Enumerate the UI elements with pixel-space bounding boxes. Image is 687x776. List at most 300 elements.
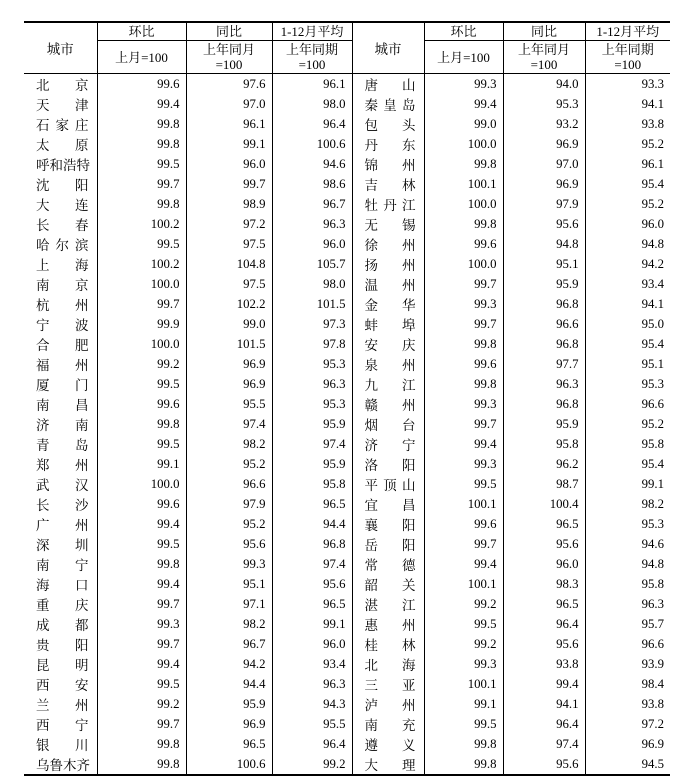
value-cell: 99.8 <box>97 194 186 214</box>
header-avg-base-line2: =100 <box>614 57 642 72</box>
city-cell: 南充 <box>352 714 424 734</box>
table-row <box>24 454 670 474</box>
value-cell: 99.8 <box>424 754 503 775</box>
value-cell: 94.2 <box>585 254 670 274</box>
city-cell: 大理 <box>352 754 424 775</box>
value-cell: 96.5 <box>503 514 585 534</box>
city-cell: 郑州 <box>36 458 89 473</box>
city-price-index-table <box>24 21 670 776</box>
value-cell: 97.0 <box>186 94 272 114</box>
value-cell: 99.3 <box>424 74 503 95</box>
value-cell: 100.4 <box>503 494 585 514</box>
value-cell: 96.6 <box>585 394 670 414</box>
value-cell: 96.4 <box>272 734 352 754</box>
value-cell: 97.0 <box>503 154 585 174</box>
value-cell: 99.7 <box>424 274 503 294</box>
city-cell: 济南 <box>36 418 89 433</box>
value-cell: 98.6 <box>272 174 352 194</box>
value-cell: 94.2 <box>186 654 272 674</box>
value-cell: 95.4 <box>585 174 670 194</box>
city-cell: 沈阳 <box>36 178 89 193</box>
value-cell: 99.8 <box>97 754 186 775</box>
value-cell: 99.6 <box>424 354 503 374</box>
value-cell: 97.8 <box>272 334 352 354</box>
value-cell: 99.5 <box>97 434 186 454</box>
city-cell: 上海 <box>36 258 89 273</box>
header-mom-base-right: 上月=100 <box>424 41 503 74</box>
value-cell: 99.3 <box>97 614 186 634</box>
value-cell: 94.3 <box>272 694 352 714</box>
value-cell: 96.3 <box>503 374 585 394</box>
city-cell: 石家庄 <box>36 118 89 133</box>
value-cell: 93.3 <box>585 74 670 95</box>
value-cell: 95.3 <box>503 94 585 114</box>
value-cell: 93.4 <box>585 274 670 294</box>
value-cell: 99.2 <box>272 754 352 775</box>
table-row <box>24 594 670 614</box>
table-row <box>24 274 670 294</box>
table-row <box>24 554 670 574</box>
table-row <box>24 694 670 714</box>
city-cell: 银川 <box>36 738 89 753</box>
table-row <box>24 94 670 114</box>
table-row <box>24 414 670 434</box>
table-row <box>24 294 670 314</box>
value-cell: 99.8 <box>424 154 503 174</box>
value-cell: 96.8 <box>503 334 585 354</box>
value-cell: 96.1 <box>186 114 272 134</box>
value-cell: 99.6 <box>97 74 186 95</box>
city-cell: 常德 <box>352 554 424 574</box>
value-cell: 96.4 <box>272 114 352 134</box>
value-cell: 104.8 <box>186 254 272 274</box>
value-cell: 94.8 <box>585 554 670 574</box>
value-cell: 96.2 <box>503 454 585 474</box>
value-cell: 99.7 <box>97 634 186 654</box>
value-cell: 99.5 <box>97 374 186 394</box>
value-cell: 95.6 <box>186 534 272 554</box>
header-mom-right: 环比 <box>424 22 503 41</box>
value-cell: 94.1 <box>503 694 585 714</box>
city-cell: 南京 <box>36 278 89 293</box>
city-cell: 广州 <box>36 518 89 533</box>
city-cell: 泉州 <box>352 354 424 374</box>
city-cell: 乌鲁木齐 <box>36 758 90 773</box>
value-cell: 96.9 <box>503 174 585 194</box>
table-row <box>24 394 670 414</box>
value-cell: 95.3 <box>585 374 670 394</box>
value-cell: 99.6 <box>97 394 186 414</box>
city-cell: 锦州 <box>352 154 424 174</box>
value-cell: 96.7 <box>272 194 352 214</box>
value-cell: 99.1 <box>97 454 186 474</box>
header-mom-base-left: 上月=100 <box>97 41 186 74</box>
table-row <box>24 474 670 494</box>
city-cell: 遵义 <box>352 734 424 754</box>
value-cell: 100.0 <box>424 134 503 154</box>
value-cell: 99.7 <box>97 174 186 194</box>
value-cell: 99.8 <box>97 134 186 154</box>
table-row <box>24 614 670 634</box>
value-cell: 95.9 <box>503 274 585 294</box>
value-cell: 101.5 <box>272 294 352 314</box>
value-cell: 99.4 <box>97 514 186 534</box>
table-row <box>24 434 670 454</box>
value-cell: 99.7 <box>97 294 186 314</box>
value-cell: 97.4 <box>503 734 585 754</box>
city-cell: 唐山 <box>352 74 424 95</box>
value-cell: 100.0 <box>424 194 503 214</box>
value-cell: 96.4 <box>503 714 585 734</box>
city-cell: 平顶山 <box>352 474 424 494</box>
value-cell: 99.5 <box>424 614 503 634</box>
table-row <box>24 374 670 394</box>
table-row <box>24 714 670 734</box>
city-cell: 成都 <box>36 618 89 633</box>
value-cell: 99.3 <box>424 654 503 674</box>
value-cell: 98.0 <box>272 94 352 114</box>
city-cell: 北海 <box>352 654 424 674</box>
value-cell: 95.2 <box>585 134 670 154</box>
city-cell: 青岛 <box>36 438 89 453</box>
value-cell: 99.2 <box>424 594 503 614</box>
value-cell: 99.9 <box>97 314 186 334</box>
table-row <box>24 174 670 194</box>
value-cell: 99.8 <box>97 114 186 134</box>
value-cell: 95.2 <box>186 454 272 474</box>
city-cell: 大连 <box>36 198 89 213</box>
value-cell: 97.1 <box>186 594 272 614</box>
value-cell: 99.5 <box>97 154 186 174</box>
value-cell: 99.3 <box>186 554 272 574</box>
value-cell: 95.6 <box>272 574 352 594</box>
value-cell: 99.5 <box>424 714 503 734</box>
city-cell: 襄阳 <box>352 514 424 534</box>
value-cell: 99.8 <box>424 334 503 354</box>
value-cell: 96.7 <box>186 634 272 654</box>
value-cell: 95.2 <box>585 414 670 434</box>
value-cell: 99.7 <box>97 594 186 614</box>
table-row <box>24 634 670 654</box>
value-cell: 96.5 <box>186 734 272 754</box>
value-cell: 96.3 <box>585 594 670 614</box>
city-cell: 南昌 <box>36 398 89 413</box>
value-cell: 96.5 <box>272 594 352 614</box>
city-cell: 宜昌 <box>352 494 424 514</box>
city-cell: 海口 <box>36 578 89 593</box>
value-cell: 100.1 <box>424 574 503 594</box>
table-row <box>24 254 670 274</box>
value-cell: 95.6 <box>503 634 585 654</box>
value-cell: 100.1 <box>424 674 503 694</box>
value-cell: 95.6 <box>503 214 585 234</box>
value-cell: 99.0 <box>424 114 503 134</box>
table-row <box>24 654 670 674</box>
value-cell: 99.8 <box>424 734 503 754</box>
table-row <box>24 134 670 154</box>
table-row <box>24 314 670 334</box>
city-cell: 济宁 <box>352 434 424 454</box>
table-row <box>24 494 670 514</box>
table-row <box>24 354 670 374</box>
value-cell: 95.3 <box>272 394 352 414</box>
value-cell: 95.5 <box>186 394 272 414</box>
value-cell: 96.9 <box>186 354 272 374</box>
value-cell: 96.3 <box>272 674 352 694</box>
city-cell: 吉林 <box>352 174 424 194</box>
city-cell: 韶关 <box>352 574 424 594</box>
value-cell: 100.2 <box>97 214 186 234</box>
value-cell: 100.1 <box>424 494 503 514</box>
city-cell: 牡丹江 <box>352 194 424 214</box>
header-avg-base-left <box>272 41 352 74</box>
value-cell: 98.2 <box>186 434 272 454</box>
value-cell: 99.7 <box>186 174 272 194</box>
city-cell: 天津 <box>36 98 89 113</box>
value-cell: 96.8 <box>272 534 352 554</box>
value-cell: 99.2 <box>424 634 503 654</box>
table-row <box>24 214 670 234</box>
value-cell: 95.7 <box>585 614 670 634</box>
value-cell: 99.8 <box>97 554 186 574</box>
table-row <box>24 194 670 214</box>
value-cell: 105.7 <box>272 254 352 274</box>
value-cell: 97.3 <box>272 314 352 334</box>
city-cell: 秦皇岛 <box>352 94 424 114</box>
table-header <box>24 22 670 74</box>
city-cell: 泸州 <box>352 694 424 714</box>
value-cell: 97.4 <box>186 414 272 434</box>
value-cell: 95.8 <box>272 474 352 494</box>
value-cell: 96.0 <box>272 234 352 254</box>
header-avg-base-line2: =100 <box>298 57 326 72</box>
value-cell: 99.1 <box>272 614 352 634</box>
table-row <box>24 534 670 554</box>
value-cell: 99.4 <box>424 554 503 574</box>
city-cell: 九江 <box>352 374 424 394</box>
value-cell: 95.9 <box>272 414 352 434</box>
table-row <box>24 74 670 95</box>
header-mom-left: 环比 <box>97 22 186 41</box>
header-row-top <box>24 22 670 41</box>
value-cell: 98.0 <box>272 274 352 294</box>
value-cell: 99.1 <box>585 474 670 494</box>
city-cell: 蚌埠 <box>352 314 424 334</box>
value-cell: 95.8 <box>585 574 670 594</box>
header-yoy-left: 同比 <box>186 22 272 41</box>
value-cell: 99.8 <box>424 214 503 234</box>
value-cell: 99.0 <box>186 314 272 334</box>
city-cell: 惠州 <box>352 614 424 634</box>
value-cell: 101.5 <box>186 334 272 354</box>
value-cell: 99.8 <box>97 414 186 434</box>
value-cell: 96.9 <box>186 714 272 734</box>
value-cell: 99.7 <box>424 534 503 554</box>
value-cell: 99.3 <box>424 294 503 314</box>
value-cell: 95.2 <box>186 514 272 534</box>
city-cell: 岳阳 <box>352 534 424 554</box>
value-cell: 95.5 <box>272 714 352 734</box>
header-avg-base-line1: 上年同期 <box>601 42 654 57</box>
value-cell: 99.8 <box>424 374 503 394</box>
city-cell: 昆明 <box>36 658 89 673</box>
city-cell: 徐州 <box>352 234 424 254</box>
value-cell: 96.8 <box>503 394 585 414</box>
table-row <box>24 674 670 694</box>
header-avg-base-right <box>585 41 670 74</box>
value-cell: 96.6 <box>186 474 272 494</box>
value-cell: 94.4 <box>272 514 352 534</box>
value-cell: 99.3 <box>424 454 503 474</box>
header-yoy-base-right <box>503 41 585 74</box>
value-cell: 98.4 <box>585 674 670 694</box>
table-row <box>24 574 670 594</box>
value-cell: 94.8 <box>585 234 670 254</box>
city-cell: 桂林 <box>352 634 424 654</box>
value-cell: 100.0 <box>424 254 503 274</box>
value-cell: 100.6 <box>272 134 352 154</box>
value-cell: 100.1 <box>424 174 503 194</box>
value-cell: 99.1 <box>424 694 503 714</box>
value-cell: 94.1 <box>585 294 670 314</box>
city-cell: 洛阳 <box>352 454 424 474</box>
value-cell: 96.0 <box>503 554 585 574</box>
city-cell: 烟台 <box>352 414 424 434</box>
value-cell: 98.3 <box>503 574 585 594</box>
table-row <box>24 154 670 174</box>
table-row <box>24 234 670 254</box>
value-cell: 93.8 <box>503 654 585 674</box>
value-cell: 95.8 <box>585 434 670 454</box>
city-cell: 安庆 <box>352 334 424 354</box>
value-cell: 97.5 <box>186 274 272 294</box>
city-cell: 长春 <box>36 218 89 233</box>
value-cell: 97.9 <box>186 494 272 514</box>
value-cell: 96.1 <box>272 74 352 95</box>
value-cell: 96.4 <box>503 614 585 634</box>
value-cell: 100.0 <box>97 334 186 354</box>
value-cell: 99.6 <box>424 514 503 534</box>
value-cell: 97.9 <box>503 194 585 214</box>
city-cell: 温州 <box>352 274 424 294</box>
value-cell: 94.5 <box>585 754 670 775</box>
value-cell: 99.4 <box>503 674 585 694</box>
value-cell: 99.4 <box>97 654 186 674</box>
value-cell: 99.7 <box>424 314 503 334</box>
city-cell: 西安 <box>36 678 89 693</box>
value-cell: 97.4 <box>272 554 352 574</box>
value-cell: 93.4 <box>272 654 352 674</box>
value-cell: 96.3 <box>272 374 352 394</box>
value-cell: 96.9 <box>186 374 272 394</box>
value-cell: 94.4 <box>186 674 272 694</box>
city-cell: 太原 <box>36 138 89 153</box>
value-cell: 95.3 <box>272 354 352 374</box>
city-cell: 无锡 <box>352 214 424 234</box>
city-cell: 长沙 <box>36 498 89 513</box>
city-cell: 赣州 <box>352 394 424 414</box>
value-cell: 97.4 <box>272 434 352 454</box>
value-cell: 93.8 <box>585 114 670 134</box>
value-cell: 96.0 <box>186 154 272 174</box>
value-cell: 98.2 <box>585 494 670 514</box>
value-cell: 98.7 <box>503 474 585 494</box>
header-yoy-base-line1: 上年同月 <box>202 42 255 57</box>
value-cell: 99.5 <box>97 534 186 554</box>
value-cell: 98.9 <box>186 194 272 214</box>
value-cell: 96.0 <box>272 634 352 654</box>
table-row <box>24 754 670 775</box>
value-cell: 99.2 <box>97 694 186 714</box>
table-body <box>24 74 670 776</box>
value-cell: 96.6 <box>585 634 670 654</box>
value-cell: 94.6 <box>272 154 352 174</box>
value-cell: 96.8 <box>503 294 585 314</box>
city-cell: 福州 <box>36 358 89 373</box>
city-cell: 三亚 <box>352 674 424 694</box>
city-cell: 厦门 <box>36 378 89 393</box>
city-cell: 深圳 <box>36 538 89 553</box>
city-cell: 湛江 <box>352 594 424 614</box>
value-cell: 97.2 <box>585 714 670 734</box>
header-avg-base-line1: 上年同期 <box>285 42 338 57</box>
value-cell: 95.6 <box>503 754 585 775</box>
value-cell: 99.5 <box>97 674 186 694</box>
value-cell: 94.6 <box>585 534 670 554</box>
value-cell: 100.0 <box>97 274 186 294</box>
header-avg-left: 1-12月平均 <box>272 22 352 41</box>
value-cell: 99.1 <box>186 134 272 154</box>
city-cell: 合肥 <box>36 338 89 353</box>
header-avg-right: 1-12月平均 <box>585 22 670 41</box>
value-cell: 99.7 <box>97 714 186 734</box>
value-cell: 96.0 <box>585 214 670 234</box>
city-cell: 丹东 <box>352 134 424 154</box>
value-cell: 95.8 <box>503 434 585 454</box>
city-cell: 贵阳 <box>36 638 89 653</box>
value-cell: 93.2 <box>503 114 585 134</box>
value-cell: 99.2 <box>97 354 186 374</box>
header-yoy-base-line2: =100 <box>530 57 558 72</box>
value-cell: 95.3 <box>585 514 670 534</box>
header-yoy-base-line2: =100 <box>215 57 243 72</box>
value-cell: 99.8 <box>97 734 186 754</box>
value-cell: 95.1 <box>503 254 585 274</box>
value-cell: 99.3 <box>424 394 503 414</box>
value-cell: 95.9 <box>272 454 352 474</box>
value-cell: 99.7 <box>424 414 503 434</box>
city-cell: 重庆 <box>36 598 89 613</box>
value-cell: 96.1 <box>585 154 670 174</box>
value-cell: 97.7 <box>503 354 585 374</box>
value-cell: 95.4 <box>585 454 670 474</box>
value-cell: 93.8 <box>585 694 670 714</box>
header-city-left: 城市 <box>24 22 97 74</box>
value-cell: 97.5 <box>186 234 272 254</box>
value-cell: 97.2 <box>186 214 272 234</box>
value-cell: 97.6 <box>186 74 272 95</box>
value-cell: 98.2 <box>186 614 272 634</box>
value-cell: 99.5 <box>424 474 503 494</box>
header-yoy-base-line1: 上年同月 <box>517 42 570 57</box>
value-cell: 95.9 <box>186 694 272 714</box>
city-cell: 金华 <box>352 294 424 314</box>
city-cell: 杭州 <box>36 298 89 313</box>
value-cell: 99.4 <box>97 574 186 594</box>
value-cell: 95.6 <box>503 534 585 554</box>
city-cell: 哈尔滨 <box>36 238 89 253</box>
value-cell: 95.1 <box>186 574 272 594</box>
